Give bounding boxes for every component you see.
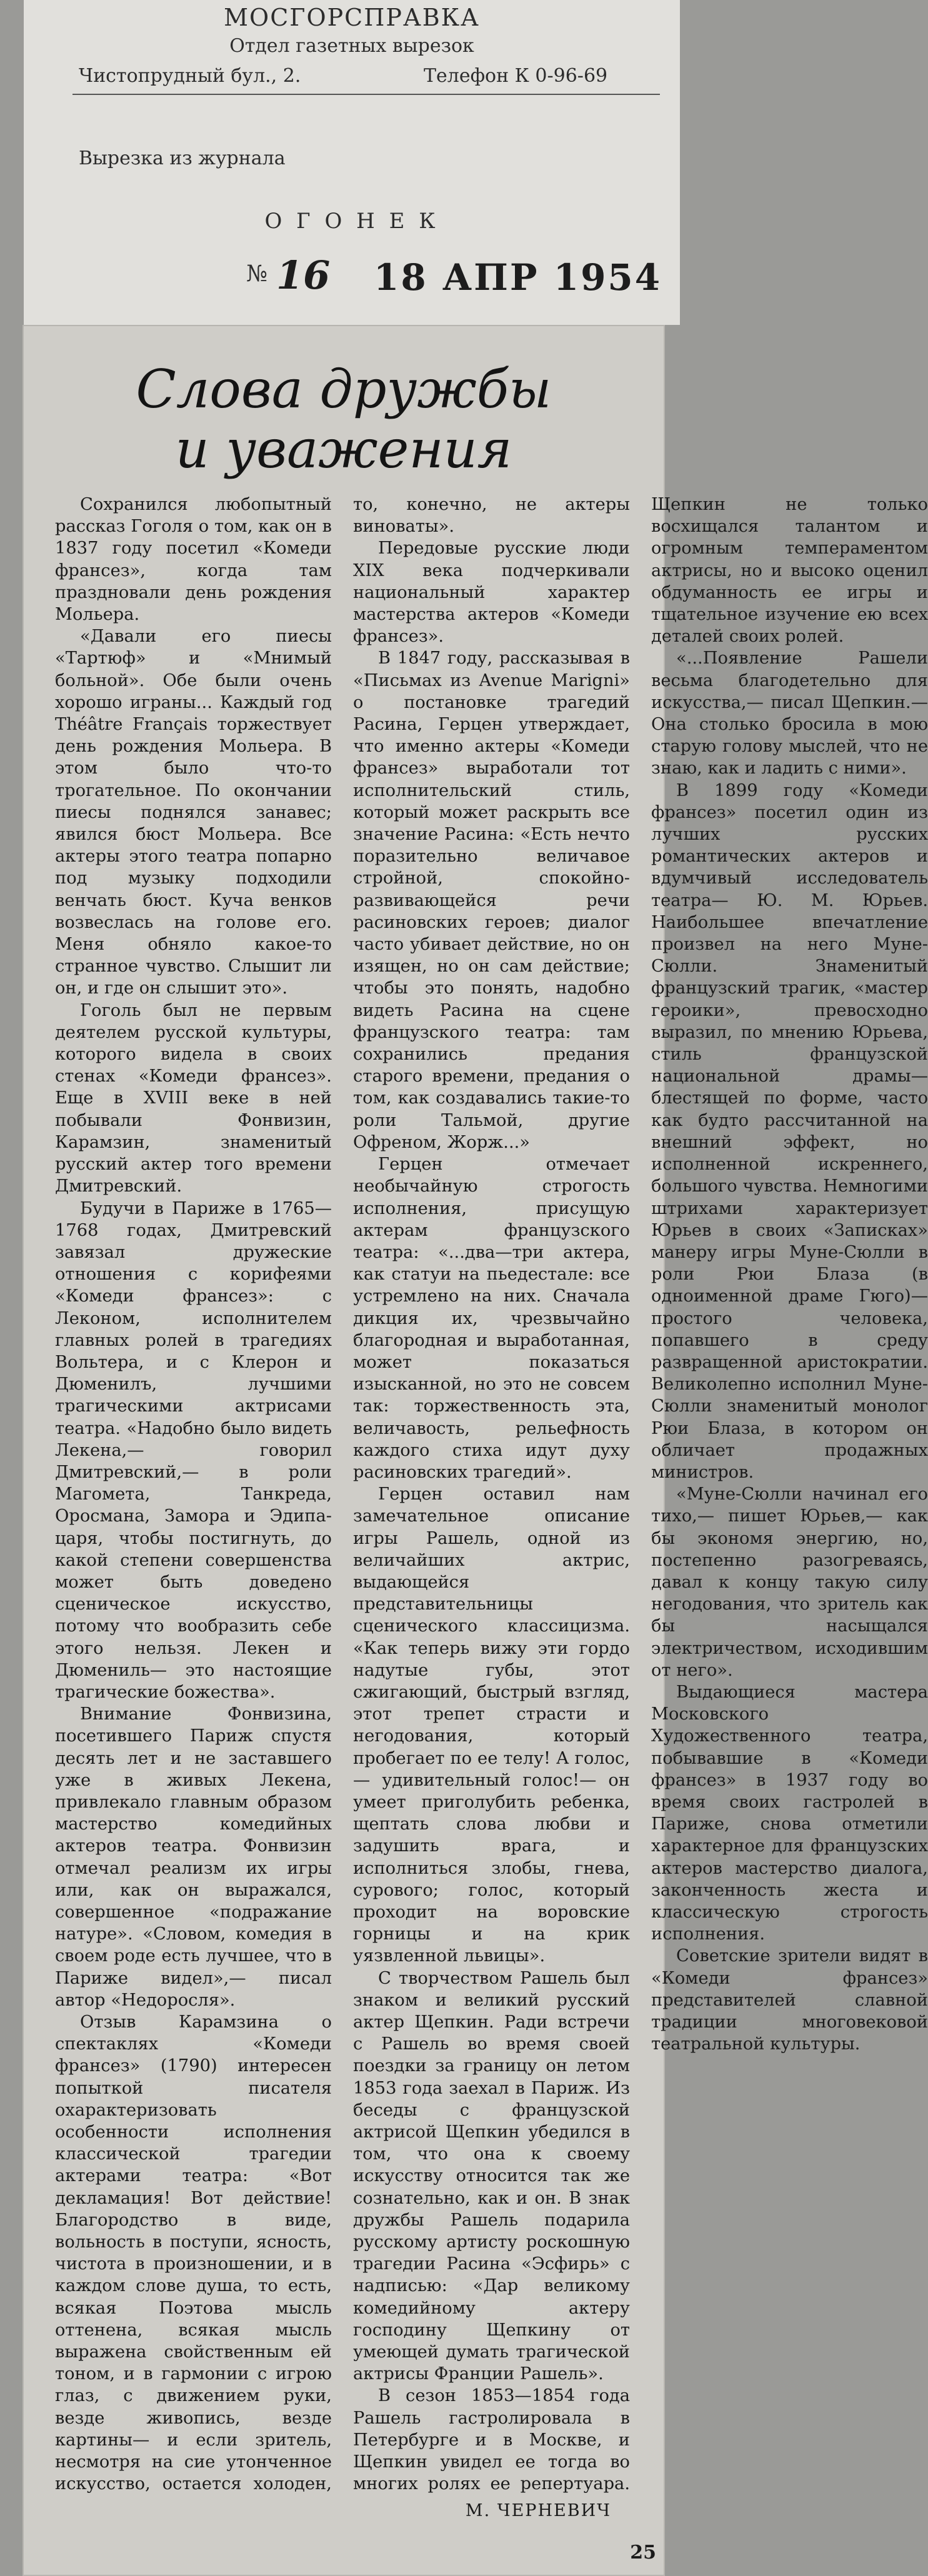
headline-line-1: Слова дружбы	[136, 359, 552, 420]
article-paragraph: С творчеством Рашель был знаком и великий русский актер Щепкин. Ради встречи с Рашель во время своей поездки за границу он летом 1853 года заехал в Париж. Из беседы с французской актрисой Щепкин убедился в том, что она к своему искусству относится так же сознательно, как и он. В знак дружбы Рашель подарила русскому артисту роскошную трагедии Расина «Эсфирь» с надписью: «Дар великому комедийному актеру господину Щепкину от умеющей думать трагической актрисы Франции Рашель».	[353, 1968, 630, 2384]
issue-prefix: №	[246, 261, 268, 287]
article-paragraph: Передовые русские люди XIX века подчеркивали национальный характер мастерства актеров «Комеди франсез».	[353, 539, 630, 647]
card-divider	[72, 94, 660, 95]
article-paragraph: «Муне-Сюлли начинал его тихо,— пишет Юрьев,— как бы экономя энергию, но, постепенно разогреваясь, давал к концу такую силу негодования, что зритель как бы насыщался электричеством, исходившим от него».	[651, 1484, 928, 1680]
article-paragraph: Гоголь был не первым деятелем русской культуры, которого видела в своих стенах «Комеди франсез». Еще в XVIII веке в ней побывали Фонвизин, Карамзин, знаменитый русский актер того времени Дмитревский.	[55, 1000, 332, 1196]
article-paragraph: Отзыв Карамзина о спектаклях «Комеди франсез» (1790) интересен попыткой писателя охарактеризовать особенности исполнения классической трагедии актерами театра: «Вот декламация! Вот действие! Благородство в виде, вольность в поступи, ясность, чистота в произношении, и в каждом слове душа, то есть, всякая Поэтова мысль оттенена, всякая мысль выражена свойственным ей тоном, и в гармонии с игрою глаз, с движением руки, везде живопись, везде картины— и если зритель, несмотря на сие утонченное искусство, остается холоден, то, конечно, не актеры виноваты».	[55, 495, 630, 2494]
magazine-name: О Г О Н Е К	[264, 209, 439, 234]
clipping-label: Вырезка из журнала	[79, 147, 286, 169]
article-paragraph: Герцен оставил нам замечательное описание игры Рашель, одной из величайших актрис, выдающейся представительницы сценического классицизма. «Как теперь вижу эти гордо надутые губы, этот сжигающий, быстрый взгляд, этот трепет страсти и негодования, который пробегает по ее телу! А голос,— удивительный голос!— он умеет приголубить ребенка, щептать слова любви и задушить врага, и исполниться злобы, гнева, сурового; голос, который проходит на воровские горницы и на крик уязвленной львицы».	[353, 1484, 630, 1966]
agency-phone: Телефон К 0-96-69	[424, 65, 608, 87]
article-paragraph: В 1899 году «Комеди франсез» посетил один из лучших русских романтических актеров и вдумчивый исследователь театра— Ю. М. Юрьев. Наибольшее впечатление произвел на него Муне-Сюлли. Знаменитый французский трагик, «мастер героики», превосходно выразил, по мнению Юрьева, стиль французской национальной драмы— блестящей по форме, часто как будто рассчитанной на внешний эффект, но исполненной искреннего, большого чувства. Немногими штрихами характеризует Юрьев в своих «Записках» манеру игры Муне-Сюлли в роли Рюи Блаза (в одноименной драме Гюго)— простого человека, попавшего в среду развращенной аристократии. Великолепно исполнил Муне-Сюлли знаменитый монолог Рюи Блаза, в котором он обличает продажных министров.	[651, 780, 928, 1482]
article-author: М. ЧЕРНЕВИЧ	[465, 2501, 611, 2520]
headline-line-2: и уважения	[175, 419, 512, 480]
article-headline	[22, 359, 665, 479]
article-paragraph: Выдающиеся мастера Московского Художественного театра, побывавшие в «Комеди франсез» в 1937 году во время своих гастролей в Париже, снова отметили характерное для французских актеров мастерство диалога, законченность жеста и классическую строгость исполнения.	[651, 1682, 928, 1944]
page-number: 25	[630, 2542, 656, 2564]
article-paragraph: «...Появление Рашели весьма благодетельно для искусства,— писал Щепкин.— Она столько бросила в мою старую голову мыслей, что не знаю, как и ладить с ними».	[651, 649, 928, 778]
agency-address: Чистопрудный бул., 2.	[79, 65, 301, 87]
newspaper-clipping	[22, 325, 928, 2576]
date-stamp: 18 АПР 1954	[374, 256, 662, 299]
article-paragraph: В сезон 1853—1854 года Рашель гастролировала в Петербурге и в Москве, и Щепкин увидел ее тогда во многих ролях ее репертуара. Щепкин не только восхищался талантом и огромным темпераментом актрисы, но и высоко оценил обдуманность ее игры и тщательное изучение ею всех деталей своих ролей.	[353, 495, 928, 2494]
article-paragraph: Будучи в Париже в 1765—1768 годах, Дмитревский завязал дружеские отношения с корифеями «Комеди франсез»: с Леконом, исполнителем главных ролей в трагедиях Вольтера, и с Клерон и Дюменилъ, лучшими трагическими актрисами театра. «Надобно было видеть Лекена,— говорил Дмитревский,— в роли Магомета, Танкреда, Оросмана, Замора и Эдипа-царя, чтобы постигнуть, до какой степени совершенства может быть доведено сценическое искусство, потому что вообразить себе этого нельзя. Лекен и Дюмениль— это настоящие трагические божества».	[55, 1198, 332, 1702]
article-paragraph: В 1847 году, рассказывая в «Письмах из Avenue Marigni» о постановке трагедий Расина, Герцен утверждает, что именно актеры «Комеди франсез» выработали тот исполнительский стиль, который может раскрыть все значение Расина: «Есть нечто поразительно величавое стройной, спокойно-развивающейся речи расиновских героев; диалог часто убивает действие, но он изящен, но он сам действие; чтобы это понять, надобно видеть Расина на сцене французского театра: там сохранились предания старого времени, предания о том, как создавались такие-то роли Тальмой, другие Офреном, Жорж...»	[353, 649, 630, 1152]
article-paragraph: «Давали его пиесы «Тартюф» и «Мнимый больной». Обе были очень хорошо играны... Каждый год Théâtre Français торжествует день рождения Мольера. В этом было что-то трогательное. По окончании пиесы поднялся занавес; явился бюст Мольера. Все актеры этого театра попарно под музыку подходили венчать бюст. Куча венков возвеслась на голове его. Меня обняло какое-то странное чувство. Слышит ли он, и где он слышит это».	[55, 627, 332, 998]
article-paragraph: Внимание Фонвизина, посетившего Париж спустя десять лет и не заставшего уже в живых Лекена, привлекало главным образом мастерство комедийных актеров театра. Фонвизин отмечал реализм их игры или, как он выражался, совершенное «подражание натуре». «Словом, комедия в своем роде есть лучшее, что в Париже видел»,— писал автор «Недоросля».	[55, 1704, 332, 2010]
agency-name: МОСГОРСПРАВКА	[224, 4, 480, 31]
article-paragraph: Советские зрители видят в «Комеди франсез» представителей славной традиции многовековой театральной культуры.	[651, 1946, 928, 2054]
article-paragraph: Герцен отмечает необычайную строгость исполнения, присущую актерам французского театра: «...два—три актера, как статуи на пьедестале: все устремлено на них. Сначала дикция их, чрезвычайно благородная и выработанная, может показаться изысканной, но это не совсем так: торжественность эта, величавость, рельефность каждого стиха идут духу расиновских трагедий».	[353, 1155, 630, 1482]
article-paragraph: Сохранился любопытный рассказ Гоголя о том, как он в 1837 году посетил «Комеди франсез», когда там праздновали день рождения Мольера.	[55, 495, 332, 625]
issue-number: 16	[276, 252, 331, 298]
archive-card	[24, 0, 680, 325]
article-body	[55, 494, 928, 2505]
department-name: Отдел газетных вырезок	[229, 35, 474, 57]
